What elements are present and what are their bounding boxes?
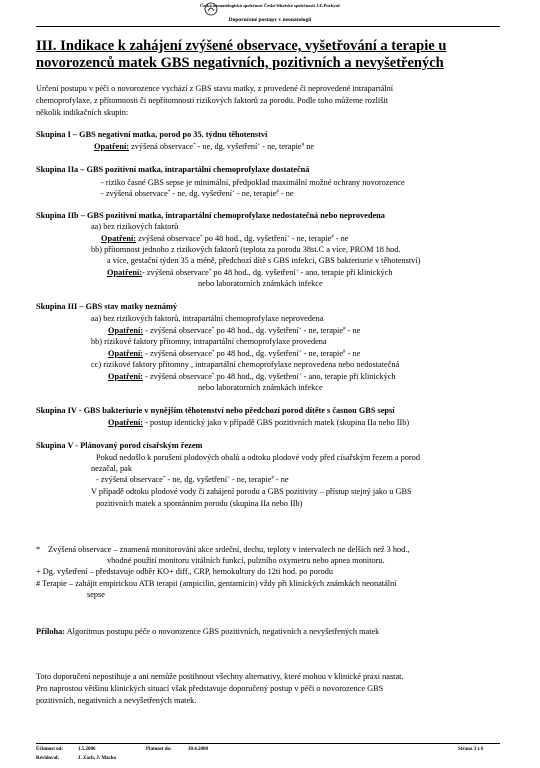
- group-2b-bb-1: bb) přítomnost jednoho z rizikových faktorů (teplota za porodu 38st.C a více, PROM 18 hod.: [91, 245, 401, 254]
- group-5-p3: - zvýšená observace* - ne, dg. vyšetření+ - ne, terapie# - ne: [96, 475, 289, 484]
- footer-valid-from-label: Účinnost od:: [36, 747, 64, 752]
- footnote-diagnostics: + Dg. vyšetření – představuje odběr KO+ diff., CRP, hemokultury do 12ti hod. po porodu: [36, 567, 334, 576]
- group-5-heading: Skupina V - Plánovaný porod císařským řezem: [36, 441, 203, 450]
- group-2b-bb-2: a více, gestační týden 35 a méně, předchozí dítě s GBS infekcí, GBS bakteriurie v těhotenství): [107, 256, 421, 265]
- group-5-p2: nezačal, pak: [91, 464, 132, 473]
- intro-line-3: několik indikačních skupin:: [36, 108, 129, 117]
- footnote-therapy-1: # Terapie – zahájit empirickou ATB terapii (ampicilin, gentamicin) vždy při klinických známkách neonatální: [36, 579, 397, 588]
- footer-reviewers: J. Zach, J. Macko: [78, 756, 117, 761]
- group-3-cc-measures: Opatření: - zvýšená observace* po 48 hod., dg. vyšetření+ - ano, terapie při klinických: [108, 372, 396, 381]
- group-4-measures: Opatření: - postup identický jako v případě GBS pozitivních matek (skupina IIa nebo IIb): [108, 418, 410, 427]
- header-doc-type: Doporučené postupy v neonatologii: [228, 17, 312, 23]
- group-2a-line-2: - zvýšená observace* - ne, dg. vyšetření+ - ne, terapie# - ne: [101, 189, 294, 198]
- footnote-star: *: [36, 545, 41, 554]
- group-5-p1: Pokud nedošlo k porušení plodových obalů a odtoku plodové vody před císařským řezem a porod: [96, 453, 420, 462]
- closing-line-3: pozitivních, negativních a nevyšetřených matek.: [36, 696, 197, 705]
- group-3-bb: bb) rizikové faktory přítomny, intrapartální chemoprofylaxe provedena: [91, 337, 327, 346]
- closing-line-2: Pro naprostou většinu klinických situací však představuje doporučený postup v péči o novorozence GBS: [36, 684, 384, 693]
- group-2a-line-1: - riziko časné GBS sepse je minimální, předpoklad maximální možné ochrany novorozence: [101, 178, 405, 187]
- group-4-heading: Skupina IV - GBS bakteriurie v nynějším těhotenství nebo předchozí porod dítěte s časnou GBS sepsí: [36, 406, 395, 415]
- group-3-cc: cc) rizikové faktory přítomny , intrapartální chemoprofylaxe neprovedena nebo nedostatečná: [91, 360, 400, 369]
- header-society: Česká neonatologická společnost České lékařské společnosti J.E.Purkyně: [199, 3, 340, 8]
- group-5-p5: pozitivních matek a spontánním porodu (skupina IIa nebo IIb): [96, 499, 303, 508]
- footer-reviewers-label: Revidoval:: [36, 756, 60, 761]
- group-2b-bb-measures: Opatření:- zvýšená observace* po 48 hod., dg. vyšetření+ - ano, terapie při klinických: [107, 268, 393, 277]
- footnote-observation-1: Zvýšená observace – znamená monitorování akce srdeční, dechu, teploty v intervalech ne delších než 3 hod.,: [48, 545, 410, 554]
- page-title: III. Indikace k zahájení zvýšené observace, vyšetřování a terapie u novorozenců matek GBS negativních, pozitivních a nevyšetřených: [36, 38, 447, 71]
- group-2b-aa-measures: Opatření: zvýšená observace* po 48 hod., dg. vyšetření+ - ne, terapie# - ne: [101, 234, 349, 243]
- group-1-heading: Skupina I – GBS negativní matka, porod po 35. týdnu těhotenství: [36, 130, 268, 139]
- appendix-line: Příloha: Algoritmus postupu péče o novorozence GBS pozitivních, negativních a nevyšetřených matek: [36, 627, 380, 636]
- group-2b-bb-cont: nebo laboratorních známkách infekce: [198, 279, 323, 288]
- footer-divider: [36, 743, 500, 744]
- group-3-cc-cont: nebo laboratorních známkách infekce: [198, 383, 323, 392]
- footer-valid-to-label: Platnost do:: [146, 747, 172, 752]
- footer-valid-from: 1.5.2006: [78, 747, 96, 752]
- group-3-bb-measures: Opatření: - zvýšená observace* po 48 hod., dg. vyšetření+ - ne, terapie# - ne: [108, 349, 361, 358]
- group-2a-heading: Skupina IIa – GBS pozitivní matka, intrapartální chemoprofylaxe dostatečná: [36, 165, 310, 174]
- footer-valid-to: 30.4.2008: [188, 747, 208, 752]
- group-3-aa: aa) bez rizikových faktorů, intrapartální chemoprofylaxe neprovedena: [91, 314, 324, 323]
- footnote-therapy-2: sepse: [87, 590, 105, 599]
- group-3-heading: Skupina III – GBS stav matky neznámý: [36, 302, 178, 311]
- intro-line-1: Určení postupu v péči o novorozence vychází z GBS stavu matky, z provedené či neprovedené intrapartální: [36, 84, 394, 93]
- group-1-measures: Opatření: zvýšená observace* - ne, dg. vyšetření+ - ne, terapie# ne: [94, 142, 315, 151]
- closing-line-1: Toto doporučení nepostihuje a ani nemůže postihnout všechny alternativy, které mohou v klinické praxi nastat.: [36, 672, 404, 681]
- group-3-aa-measures: Opatření: - zvýšená observace* po 48 hod., dg. vyšetření+ - ne, terapie# - ne: [108, 326, 361, 335]
- header-divider: [36, 26, 500, 27]
- footnote-observation-2: vhodné použití monitoru vitálních funkcí, pulzního oxymetru nebo apnea monitoru.: [107, 556, 385, 565]
- group-5-p4: V případě odtoku plodové vody či zahájení porodu a GBS pozitivity – přístup stejný jako u GBS: [91, 487, 412, 496]
- intro-line-2: chemoprofylaxe, z přítomnosti či nepřítomnosti rizikových faktorů za porodu. Podle toho můžeme rozlišit: [36, 96, 389, 105]
- group-2b-heading: Skupina IIb – GBS pozitivní matka, intrapartální chemoprofylaxe nedostatečná nebo neprovedena: [36, 211, 385, 220]
- footer-page-number: Strana 3 z 6: [458, 747, 484, 752]
- group-2b-aa: aa) bez rizikových faktorů: [91, 222, 179, 231]
